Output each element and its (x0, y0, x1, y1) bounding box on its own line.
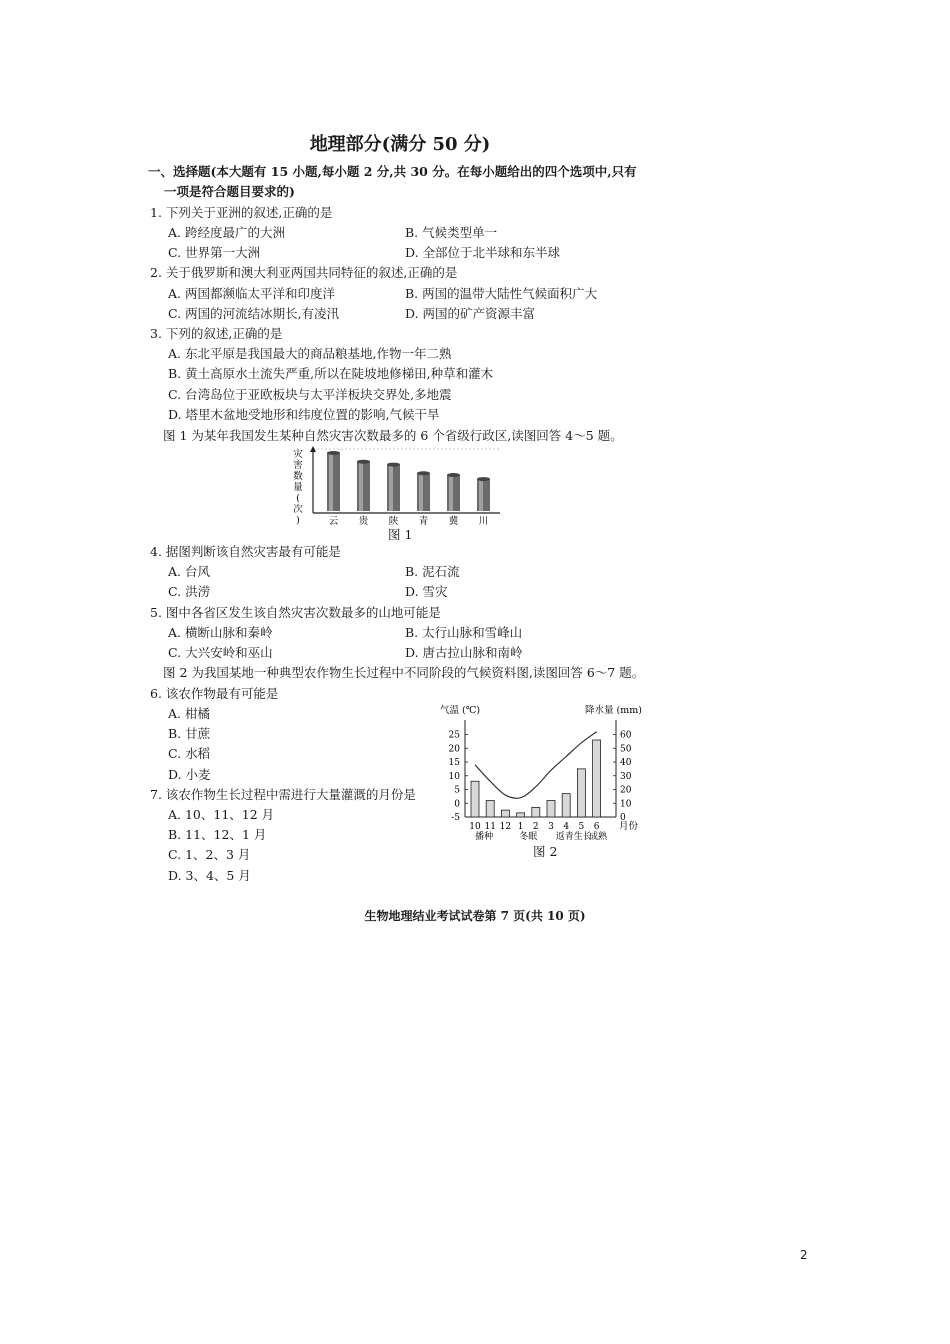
page-number: 2 (800, 1248, 808, 1262)
q4-option-c[interactable]: C. 洪涝 (168, 584, 211, 599)
q1-option-c[interactable]: C. 世界第一大洲 (168, 245, 261, 260)
q3-option-b[interactable]: B. 黄土高原水土流失严重,所以在陡坡地修梯田,种草和灌木 (168, 366, 494, 381)
figure2-caption: 图 2 (533, 844, 558, 859)
figure2-x-axis-label: 月份 (619, 821, 639, 832)
figure-2-climate-chart (430, 700, 660, 842)
figure1-intro: 图 1 为某年我国发生某种自然灾害次数最多的 6 个省级行政区,读图回答 4～5 题。 (163, 428, 623, 443)
figure2-left-tick-label: 10 (448, 771, 460, 782)
figure1-category-label: 贵 (358, 516, 369, 527)
figure1-ylabel-char: 灾 (293, 449, 303, 460)
figure2-left-tick-label: 0 (454, 799, 460, 810)
figure1-ylabel-char: 次 (293, 504, 303, 515)
figure1-y-axis-label (293, 448, 303, 526)
figure2-right-tick-label: 50 (620, 744, 632, 755)
figure2-stage-label: 播种 (475, 832, 494, 842)
figure1-bar (327, 451, 340, 511)
figure2-stage-label: 成熟 (589, 832, 608, 842)
figure1-ylabel-char: 量 (293, 482, 303, 493)
figure2-left-axis-label: 气温 (℃) (440, 705, 481, 716)
question-5-stem: 5. 图中各省区发生该自然灾害次数最多的山地可能是 (150, 605, 441, 620)
q5-option-a[interactable]: A. 横断山脉和秦岭 (168, 625, 273, 640)
figure1-category-label: 冀 (448, 516, 459, 527)
figure2-month-label: 1 (517, 822, 524, 832)
figure2-right-tick-label: 20 (620, 785, 632, 796)
figure2-left-tick-label: 25 (448, 730, 460, 741)
q7-option-d[interactable]: D. 3、4、5 月 (168, 868, 251, 883)
q4-option-d[interactable]: D. 雪灾 (405, 584, 448, 599)
question-1-stem: 1. 下列关于亚洲的叙述,正确的是 (150, 205, 333, 220)
precipitation-bar (486, 801, 494, 818)
precipitation-bar (577, 769, 585, 817)
q1-option-b[interactable]: B. 气候类型单一 (405, 225, 498, 240)
figure2-right-tick-label: 60 (620, 730, 632, 741)
figure2-left-tick-label: 15 (448, 758, 460, 768)
figure2-stage-label: 冬眠 (519, 832, 538, 842)
figure2-month-label: 2 (532, 822, 539, 832)
figure2-month-label: 4 (563, 822, 570, 832)
figure2-right-tick-label: 40 (620, 758, 632, 768)
figure1-category-label: 云 (328, 516, 339, 527)
figure1-ylabel-char: 数 (293, 471, 303, 482)
q2-option-b[interactable]: B. 两国的温带大陆性气候面积广大 (405, 286, 598, 301)
figure2-month-label: 11 (484, 822, 496, 832)
figure2-right-axis-label: 降水量 (mm) (585, 705, 642, 716)
figure2-right-tick-label: 0 (620, 813, 626, 823)
q5-option-b[interactable]: B. 太行山脉和雪峰山 (405, 625, 523, 640)
question-6-stem: 6. 该农作物最有可能是 (150, 686, 279, 701)
precipitation-bar (562, 794, 570, 817)
figure2-month-label: 10 (469, 822, 481, 832)
q7-option-b[interactable]: B. 11、12、1 月 (168, 827, 267, 842)
figure2-left-tick-label: 20 (448, 744, 460, 755)
figure2-right-tick-label: 30 (620, 771, 632, 782)
figure1-ylabel-char: 害 (293, 460, 303, 471)
figure2-month-label: 12 (499, 822, 512, 832)
q2-option-d[interactable]: D. 两国的矿产资源丰富 (405, 306, 536, 321)
figure1-bar (447, 473, 460, 511)
precipitation-bar (501, 810, 509, 817)
question-7-stem: 7. 该农作物生长过程中需进行大量灌溉的月份是 (150, 787, 416, 802)
q4-option-b[interactable]: B. 泥石流 (405, 564, 460, 579)
q6-option-d[interactable]: D. 小麦 (168, 767, 211, 782)
section-heading-line1: 一、选择题(本大题有 15 小题,每小题 2 分,共 30 分。在每小题给出的四个选项中,只有 (148, 164, 637, 179)
figure1-category-label: 川 (478, 516, 489, 527)
figure2-month-label: 3 (548, 822, 554, 832)
q2-option-c[interactable]: C. 两国的河流结冰期长,有凌汛 (168, 306, 340, 321)
q2-option-a[interactable]: A. 两国都濒临太平洋和印度洋 (168, 286, 335, 301)
figure1-bar (477, 477, 490, 511)
q1-option-d[interactable]: D. 全部位于北半球和东半球 (405, 245, 561, 260)
q6-option-b[interactable]: B. 甘蔗 (168, 726, 211, 741)
figure2-stage-label: 返青生长 (555, 832, 592, 842)
q1-option-a[interactable]: A. 跨经度最广的大洲 (168, 225, 285, 240)
q6-option-a[interactable]: A. 柑橘 (168, 706, 210, 721)
question-3-stem: 3. 下列的叙述,正确的是 (150, 326, 283, 341)
q5-option-d[interactable]: D. 唐古拉山脉和南岭 (405, 645, 523, 660)
figure2-month-label: 6 (593, 822, 600, 832)
q4-option-a[interactable]: A. 台风 (168, 564, 210, 579)
precipitation-bar (547, 801, 555, 818)
figure2-month-label: 5 (578, 822, 585, 832)
q5-option-c[interactable]: C. 大兴安岭和巫山 (168, 645, 273, 660)
section-heading-line2: 一项是符合题目要求的) (164, 184, 295, 199)
figure1-bar (357, 460, 370, 511)
figure1-category-label: 青 (418, 516, 429, 527)
q3-option-c[interactable]: C. 台湾岛位于亚欧板块与太平洋板块交界处,多地震 (168, 387, 452, 402)
page-title: 地理部分(满分 50 分) (309, 134, 491, 155)
figure1-caption: 图 1 (388, 527, 413, 542)
figure1-bar (417, 471, 430, 511)
q7-option-a[interactable]: A. 10、11、12 月 (168, 807, 275, 822)
figure2-left-tick-label: 5 (454, 785, 460, 796)
q7-option-c[interactable]: C. 1、2、3 月 (168, 847, 251, 862)
precipitation-bar (532, 807, 540, 817)
question-2-stem: 2. 关于俄罗斯和澳大利亚两国共同特征的叙述,正确的是 (150, 265, 458, 280)
figure2-intro: 图 2 为我国某地一种典型农作物生长过程中不同阶段的气候资料图,读图回答 6～7 题。 (163, 665, 645, 680)
figure2-left-tick-label: -5 (451, 813, 460, 823)
q3-option-d[interactable]: D. 塔里木盆地受地形和纬度位置的影响,气候干旱 (168, 407, 440, 422)
page-footer: 生物地理结业考试试卷第 7 页(共 10 页) (364, 909, 586, 923)
figure1-ylabel-char: ( (296, 493, 300, 504)
precipitation-bar (517, 813, 525, 817)
figure1-ylabel-char: ) (296, 515, 300, 526)
q3-option-a[interactable]: A. 东北平原是我国最大的商品粮基地,作物一年二熟 (168, 346, 452, 361)
figure1-bar (387, 463, 400, 511)
q6-option-c[interactable]: C. 水稻 (168, 746, 211, 761)
figure1-category-label: 陕 (388, 516, 399, 527)
figure2-right-tick-label: 10 (620, 799, 632, 810)
precipitation-bar (471, 781, 479, 817)
precipitation-bar (593, 740, 601, 817)
question-4-stem: 4. 据图判断该自然灾害最有可能是 (150, 544, 341, 559)
